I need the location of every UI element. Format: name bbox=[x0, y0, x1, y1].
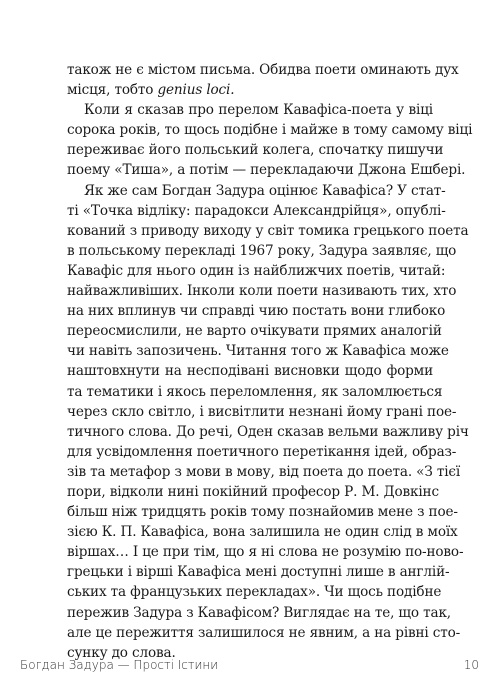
running-title: Богдан Задура — Прості Істини bbox=[20, 658, 219, 672]
text-line: в польському перекладі 1967 року, Задура заявляє, що bbox=[67, 242, 457, 259]
page-body bbox=[67, 60, 473, 663]
text-line: переживає його польський колега, спочатку пишучи bbox=[67, 142, 444, 159]
text-line: Кавафіс для нього один із найближчих поетів, читай: bbox=[67, 262, 446, 279]
text-line: також не є містом письма. Обидва поети оминають дух bbox=[67, 62, 459, 78]
text-line: ті «Точка відліку: парадокси Александрійця», опублі- bbox=[67, 202, 446, 219]
text-line: місця, тобто genius loci. bbox=[67, 82, 235, 99]
text-line: кований з приводу виходу у світ томика грецького поета bbox=[67, 222, 469, 239]
text-line: через скло світло, і висвітлити незнані йому грані пое- bbox=[67, 403, 457, 420]
paragraph-3 bbox=[67, 181, 469, 663]
text-line: Як же сам Богдан Задура оцінює Кавафіса? У стат- bbox=[84, 182, 446, 199]
page-number: 10 bbox=[463, 658, 479, 672]
text-line: пори, відколи нині покійний професор Р. М. Довкінс bbox=[67, 483, 439, 500]
emphasis-text: genius loci. bbox=[157, 82, 235, 99]
paragraph-2 bbox=[67, 100, 473, 180]
text-line: переосмислили, не варто очікувати прямих аналогій bbox=[67, 323, 442, 340]
text-line: тичного слова. До речі, Оден сказав вельми важливу річ bbox=[67, 423, 469, 440]
text-line: більш ніж тридцять років тому познайомив мене з пое- bbox=[67, 504, 458, 521]
text-line: віршах… І це при тім, що я ні слова не розумію по-ново- bbox=[67, 544, 464, 561]
text-line: сорока років, то щось подібне і майже в тому самому віці bbox=[67, 122, 473, 139]
text-line: наштовхнути на несподівані висновки щодо форми bbox=[67, 363, 433, 380]
text-line: для усвідомлення поетичного перетікання ідей, образ- bbox=[67, 443, 457, 460]
text-line: але це пережиття залишилося не явним, а на рівні сто- bbox=[67, 624, 461, 641]
text-line: чи навіть запозичень. Читання того ж Кавафіса може bbox=[67, 343, 449, 360]
text-line: на них вплинув чи справді чию постать вони глибоко bbox=[67, 303, 446, 320]
text-line: Коли я сказав про перелом Кавафіса-поета у віці bbox=[84, 102, 433, 119]
page-footer bbox=[20, 658, 479, 676]
text-line: сунку до слова. bbox=[67, 644, 176, 661]
text-line: найважливіших. Інколи коли поети називають тих, хто bbox=[67, 283, 457, 300]
text-line: пережив Задура з Кавафісом? Виглядає на те, що так, bbox=[67, 604, 451, 621]
text-line: зів та метафор з мови в мову, від поета до поета. «З тієї bbox=[67, 463, 461, 480]
text-line: зією К. П. Кавафіса, вона залишила не один слід в моїх bbox=[67, 524, 458, 541]
text-line: та тематики і якось переломлення, як заломлюється bbox=[67, 383, 443, 400]
text-line: поему «Тиша», а потім — перекладаючи Джона Ешбері. bbox=[67, 162, 466, 179]
text-line: ських та французьких перекладах». Чи щось подібне bbox=[67, 584, 442, 601]
text-line: грецьки і вірші Кавафіса мені доступні лише в англій- bbox=[67, 564, 450, 581]
paragraph-1 bbox=[67, 60, 459, 100]
